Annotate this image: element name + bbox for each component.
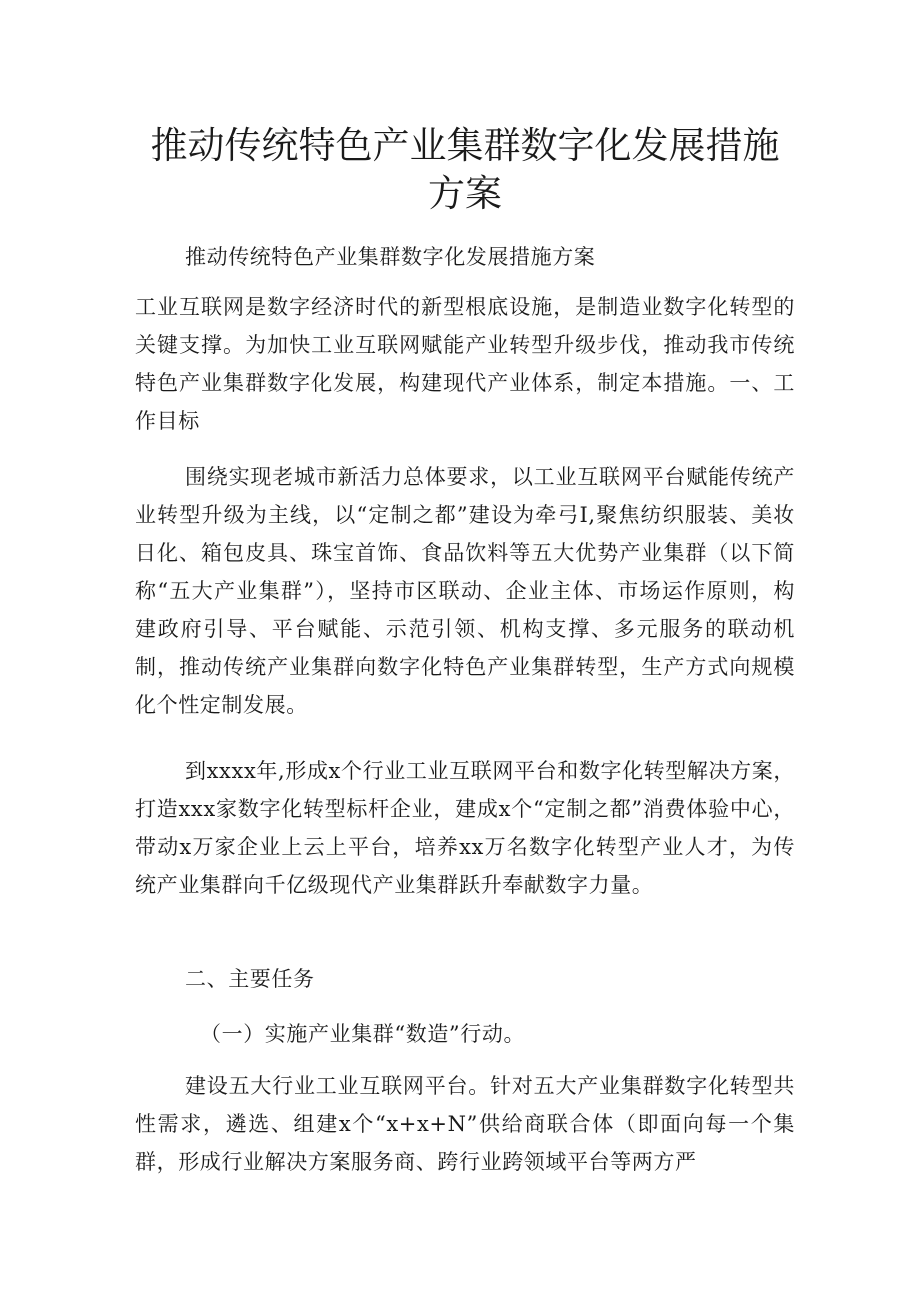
platform-paragraph: 建设五大行业工业互联网平台。针对五大产业集群数字化转型共性需求，遴选、组建x个“x+x+N”供给商联合体（即面向每一个集群，形成行业解决方案服务商、跨行业跨领域平台等两方严 — [135, 1074, 795, 1174]
document-subtitle: 推动传统特色产业集群数字化发展措施方案 — [185, 245, 596, 269]
section-heading-main-tasks: 二、主要任务 — [185, 967, 315, 991]
subsection-heading-industry-action: （一）实施产业集群“数造”行动。 — [200, 1022, 526, 1046]
document-title: 推动传统特色产业集群数字化发展措施方案 — [150, 124, 780, 215]
intro-paragraph: 工业互联网是数字经济时代的新型根底设施，是制造业数字化转型的关键支撑。为加快工业互联网赋能产业转型升级步伐，推动我市传统特色产业集群数字化发展，构建现代产业体系，制定本措施。一、工作目标 — [135, 295, 795, 433]
target-paragraph: 到xxxx年,形成x个行业工业互联网平台和数字化转型解决方案，打造xxx家数字化转型标杆企业，建成x个“定制之都”消费体验中心，带动x万家企业上云上平台，培养xx万名数字化转型产业人才，为传统产业集群向千亿级现代产业集群跃升奉献数字力量。 — [135, 759, 795, 897]
goal-paragraph: 围绕实现老城市新活力总体要求，以工业互联网平台赋能传统产业转型升级为主线，以“定制之都”建设为牵弓I,聚焦纺织服装、美妆日化、箱包皮具、珠宝首饰、食品饮料等五大优势产业集群（以下简称“五大产业集群”），坚持市区联动、企业主体、市场运作原则，构建政府引导、平台赋能、示范引领、机构支撑、多元服务的联动机制，推动传统产业集群向数字化特色产业集群转型，生产方式向规模化个性定制发展。 — [135, 465, 795, 717]
